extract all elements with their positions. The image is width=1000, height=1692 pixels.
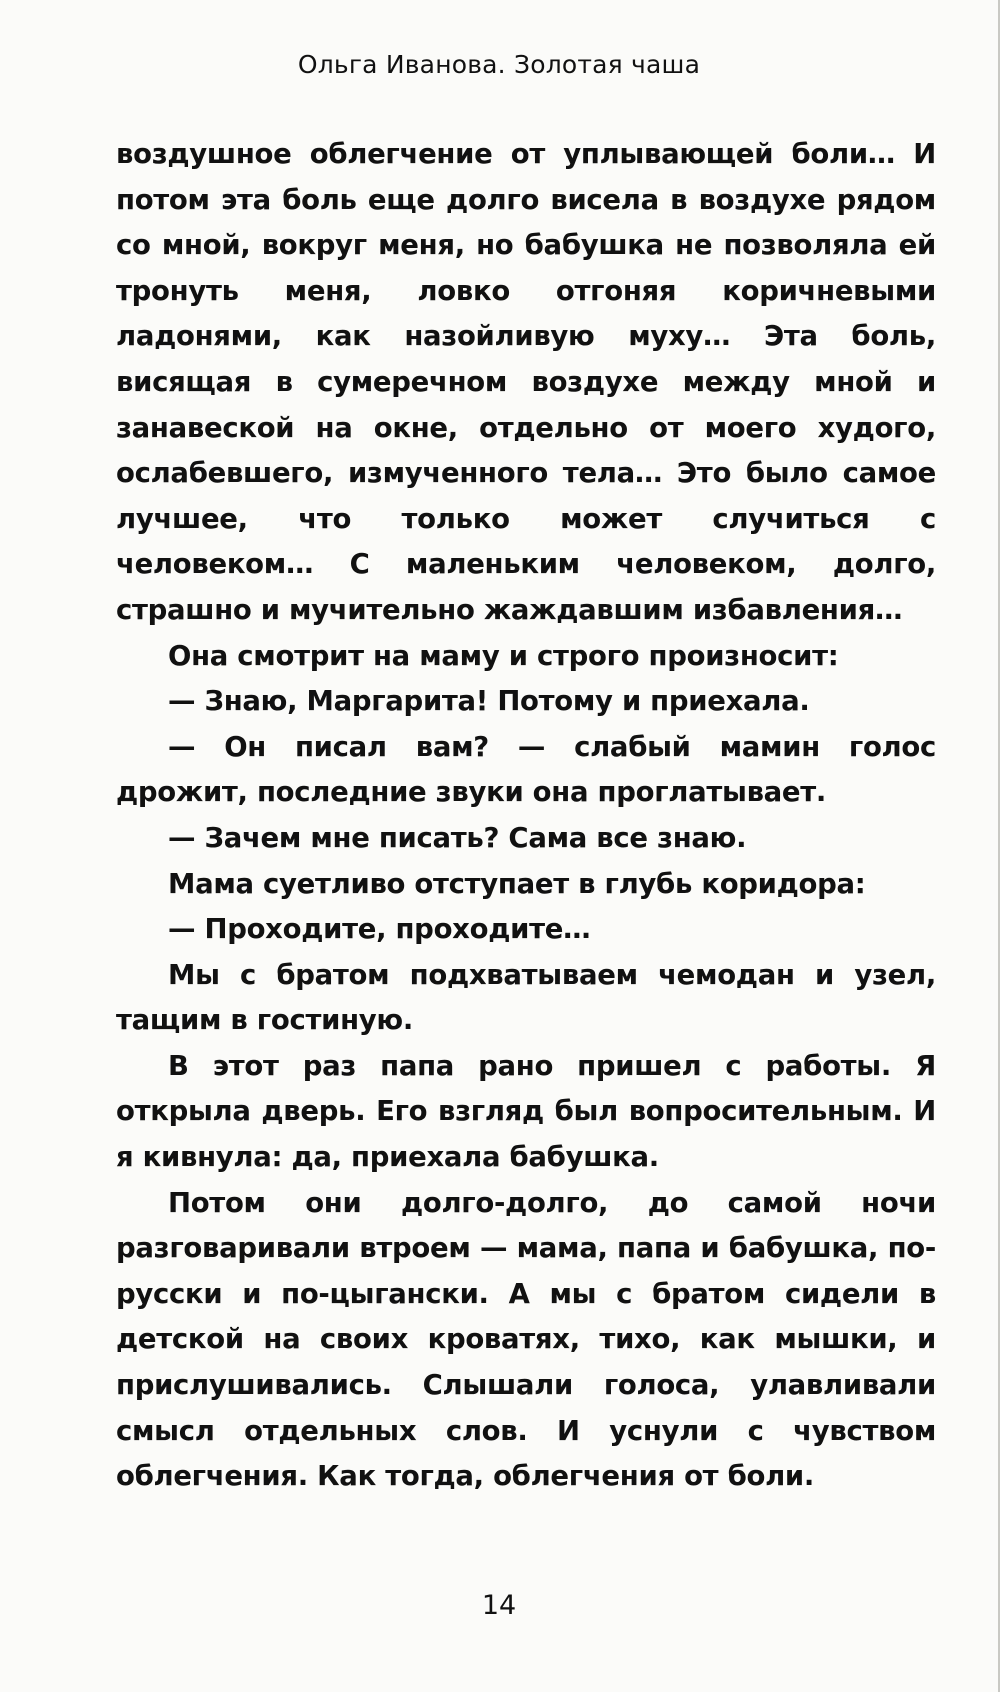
page-number: 14 xyxy=(481,1590,517,1621)
paragraph: Потом они долго-долго, до самой ночи разговаривали втроем — мама, папа и бабушка, по-русски и по-цыгански. А мы с братом сидели в детской на своих кроватях, тихо, как мышки, и прислушивались. Слышали голоса, улавливали смысл отдельных слов. И уснули с чувством облегчения. Как тогда, облегчения от боли. xyxy=(116,1186,936,1493)
paragraph: — Зачем мне писать? Сама все знаю. xyxy=(168,821,747,854)
paragraph: — Он писал вам? — слабый мамин голос дрожит, последние звуки она проглатывает. xyxy=(116,730,936,809)
paragraph: — Проходите, проходите… xyxy=(168,913,591,946)
running-header: Ольга Иванова. Золотая чаша xyxy=(297,50,701,79)
paragraph: Мы с братом подхватываем чемодан и узел, тащим в гостиную. xyxy=(116,958,936,1037)
paragraph: воздушное облегчение от уплывающей боли… И потом эта боль еще долго висела в воздухе рядом со мной, вокруг меня, но бабушка не позволяла ей тронуть меня, ловко отгоняя коричневыми ладонями, как назойливую муху… Эта боль, висящая в сумеречном воздухе между мной и занавеской на окне, отдельно от моего худого, ослабевшего, измученного тела… Это было самое лучшее, что только может случиться с человеком… С маленьким человеком, долго, страшно и мучительно жаждавшим избавления… xyxy=(116,138,936,626)
paragraph: В этот раз папа рано пришел с работы. Я открыла дверь. Его взгляд был вопросительным. И я кивнула: да, приехала бабушка. xyxy=(116,1049,936,1174)
paragraph: — Знаю, Маргарита! Потому и приехала. xyxy=(168,685,810,718)
paragraph: Мама суетливо отступает в глубь коридора: xyxy=(168,867,866,900)
paragraph: Она смотрит на маму и строго произносит: xyxy=(168,639,839,672)
body-text xyxy=(116,132,936,1500)
